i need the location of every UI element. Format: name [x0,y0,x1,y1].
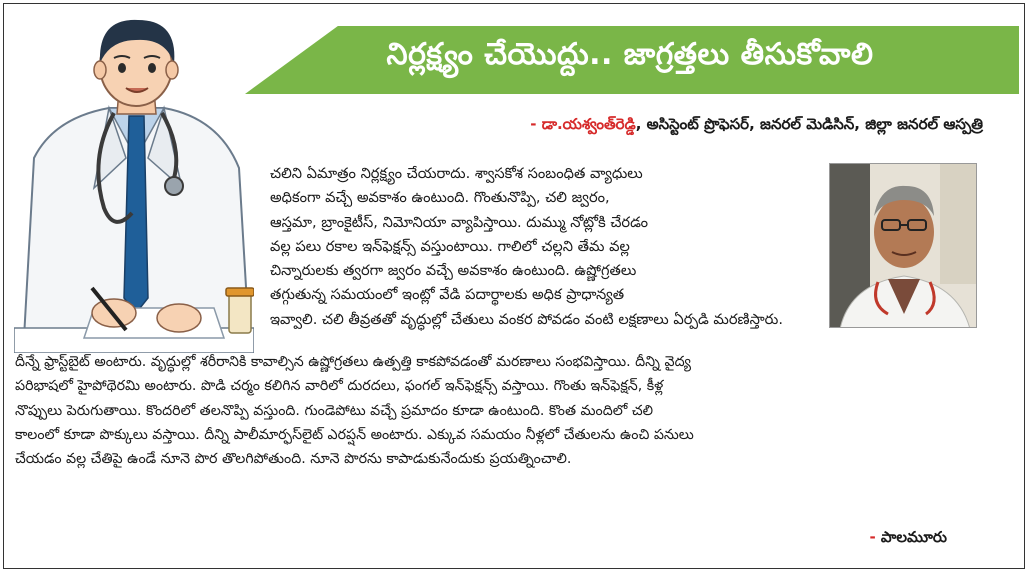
byline [530,115,983,137]
text-line: కాలంలో కూడా పొక్కులు వస్తాయి. దీన్ని పాలీమార్ఫస్‌లైట్ ఎరప్షన్ అంటారు. ఎక్కువ సమయం నీళ్లలో చేతులను ఉంచి పనులు [15,426,694,443]
text-line: దీన్నే ఫ్రాస్ట్‌బైట్ అంటారు. వృద్ధుల్లో శరీరానికి కావాల్సిన ఉష్ణోగ్రతలు ఉత్పత్తి కాకపోవడంతో మరణాలు సంభవిస్తాయి. దీన్ని వైద్య [15,354,691,370]
text-line: తగ్గుతున్న సమయంలో ఇంట్లో వేడి పదార్థాలకు అధిక ప్రాధాన్యత [270,286,625,304]
text-line: వల్ల పలు రకాల ఇన్‌ఫెక్షన్స్ వస్తుంటాయి. గాలిలో చల్లని తేమ వల్ల [270,237,630,255]
portrait-image [830,164,977,328]
byline-author-name: డా.యశ్వంత్‌రెడ్డి [541,115,636,133]
byline-designation: , అసిస్టెంట్ ప్రొఫెసర్, జనరల్ మెడిసిన్, జిల్లా జనరల్ ఆస్పత్రి [635,115,983,133]
text-line: నొప్పులు పెరుగుతాయి. కొందరిలో తలనొప్పి వస్తుంది. గుండెపోటు వచ్చే ప్రమాదం కూడా ఉంటుంది. కొంత మందిలో చలి [15,402,654,419]
doctor-photo [829,163,977,328]
signature-place: పాలమూరు [880,528,947,546]
article-title: నిర్లక్ష్యం చేయొద్దు.. జాగ్రత్తలు తీసుకోవాలి [386,37,874,72]
article-column-text [270,162,818,332]
text-line: పరిభాషలో హైపోథెరమి అంటారు. పొడి చర్మం కలిగిన వారిలో దురదలు, ఫంగల్ ఇన్‌ఫెక్షన్స్ వస్తాయి. గొంతు ఇన్‌ఫెక్షన్, కీళ్ల [15,378,664,395]
text-line: చిన్నారులకు త్వరగా జ్వరం వచ్చే అవకాశం ఉంటుంది. ఉష్ణోగ్రతలు [270,262,637,280]
article-signature [869,528,947,550]
text-line: చేయడం వల్ల చేతిపై ఉండే నూనె పొర తొలగిపోతుంది. నూనె పొరను కాపాడుకునేందుకు ప్రయత్నించాలి. [15,451,572,468]
byline-dash: - [530,115,542,133]
text-line: ఇవ్వాలి. చలి తీవ్రతతో వృద్ధుల్లో చేతులు వంకర పోవడం వంటి లక్షణాలు ఏర్పడి మరణిస్తారు. [270,310,783,328]
article-body-text [15,350,1015,471]
doctor-illustration [14,8,254,353]
text-line: అధికంగా వచ్చే అవకాశం ఉంటుంది. గొంతునొప్పి, చలి జ్వరం, [270,189,610,207]
text-line: ఆస్తమా, బ్రాంకైటీస్, నిమోనియా వ్యాపిస్తాయి. దుమ్ము నోట్లోకి చేరడం [270,213,649,231]
signature-dash: - [869,528,881,546]
text-line: చలిని ఏమాత్రం నిర్లక్ష్యం చేయరాదు. శ్వాసకోశ సంబంధిత వ్యాధులు [270,165,643,182]
